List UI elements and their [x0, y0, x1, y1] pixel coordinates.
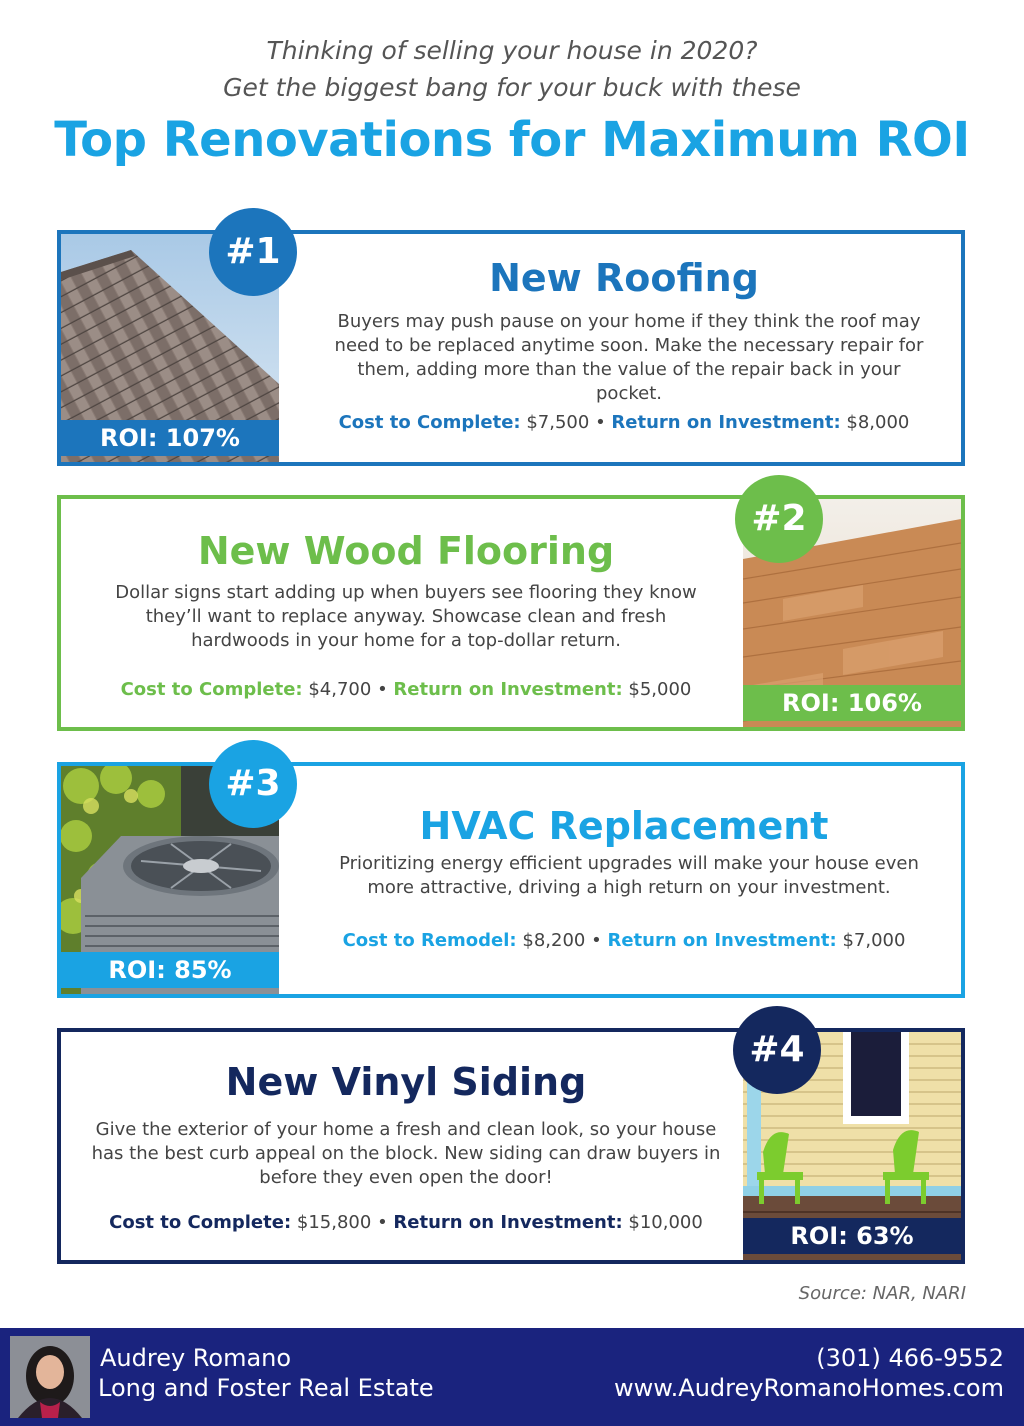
renovation-card-hvac — [57, 762, 965, 998]
renovation-card-roofing — [57, 230, 965, 466]
separator: • — [591, 930, 602, 951]
renovation-card-siding — [57, 1028, 965, 1264]
intro-line-2: Get the biggest bang for your buck with these — [223, 73, 801, 102]
cost-value: $7,500 — [526, 412, 590, 433]
rank-badge: #1 — [209, 208, 297, 296]
cost-line — [279, 412, 969, 433]
roi-label: ROI: 106% — [743, 685, 961, 721]
separator: • — [377, 679, 388, 700]
roi-label: ROI: 85% — [61, 952, 279, 988]
card-description: Dollar signs start adding up when buyers see flooring they know they’ll want to replace anyway. Showcase clean and fresh hardwoods in your home for a top-dollar return. — [115, 582, 697, 651]
return-value: $10,000 — [628, 1212, 703, 1233]
agent-company: Long and Foster Real Estate — [98, 1374, 434, 1402]
separator: • — [377, 1212, 388, 1233]
agent-avatar — [10, 1336, 90, 1418]
return-label: Return on Investment: — [607, 930, 837, 951]
renovation-card-flooring — [57, 495, 965, 731]
agent-footer — [0, 1328, 1024, 1426]
cost-label: Cost to Complete: — [120, 679, 303, 700]
card-title: New Wood Flooring — [197, 529, 615, 573]
cost-label: Cost to Complete: — [338, 412, 521, 433]
roi-label: ROI: 63% — [743, 1218, 961, 1254]
intro-line-1: Thinking of selling your house in 2020? — [266, 36, 758, 65]
cost-value: $8,200 — [522, 930, 586, 951]
cost-line — [279, 930, 969, 951]
cost-line — [61, 1212, 751, 1233]
cost-value: $15,800 — [296, 1212, 372, 1233]
card-title: HVAC Replacement — [419, 804, 829, 848]
page-title: Top Renovations for Maximum ROI — [54, 112, 970, 168]
card-description: Prioritizing energy efficient upgrades will make your house even more attractive, driving a high return on your investment. — [339, 853, 919, 898]
return-label: Return on Investment: — [393, 679, 623, 700]
card-title: New Roofing — [489, 256, 759, 300]
cost-line — [61, 679, 751, 700]
card-title: New Vinyl Siding — [225, 1060, 587, 1104]
return-value: $8,000 — [846, 412, 910, 433]
cost-value: $4,700 — [308, 679, 372, 700]
agent-website-link[interactable]: www.AudreyRomanoHomes.com — [613, 1374, 1004, 1402]
separator: • — [595, 412, 606, 433]
cost-label: Cost to Complete: — [109, 1212, 292, 1233]
return-label: Return on Investment: — [393, 1212, 623, 1233]
roi-label: ROI: 107% — [61, 420, 279, 456]
rank-badge: #4 — [733, 1006, 821, 1094]
return-value: $5,000 — [628, 679, 692, 700]
card-description: Give the exterior of your home a fresh and clean look, so your house has the best curb appeal on the block. New siding can draw buyers in before they even open the door! — [91, 1119, 721, 1188]
source-note: Source: NAR, NARI — [798, 1283, 966, 1304]
agent-name: Audrey Romano — [100, 1344, 292, 1372]
rank-badge: #3 — [209, 740, 297, 828]
return-value: $7,000 — [842, 930, 906, 951]
return-label: Return on Investment: — [611, 412, 841, 433]
cost-label: Cost to Remodel: — [342, 930, 517, 951]
agent-phone[interactable]: (301) 466-9552 — [816, 1344, 1004, 1372]
rank-badge: #2 — [735, 475, 823, 563]
card-description: Buyers may push pause on your home if they think the roof may need to be replaced anytime soon. Make the necessary repair for them, adding more than the value of the repair back in your pocket. — [334, 311, 924, 404]
